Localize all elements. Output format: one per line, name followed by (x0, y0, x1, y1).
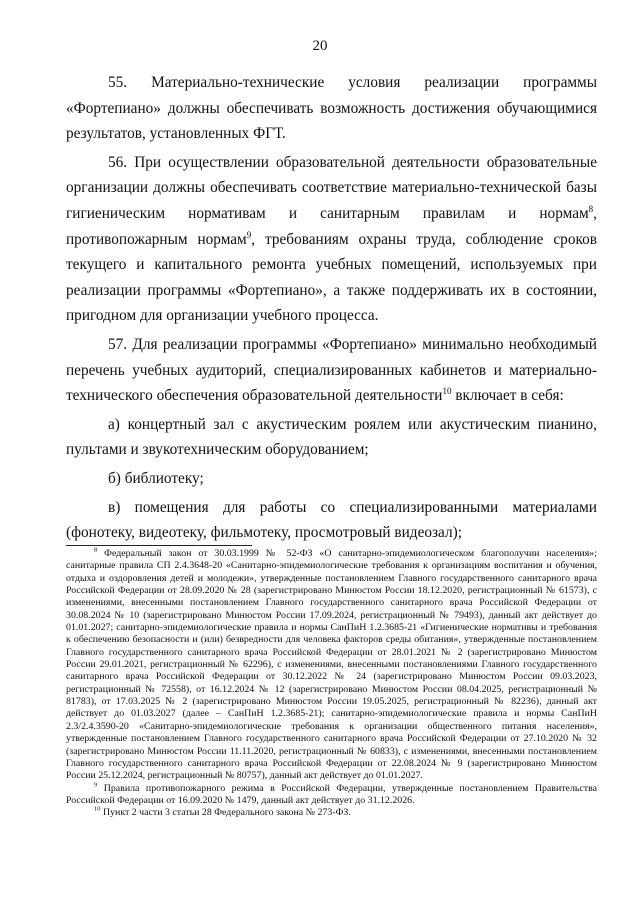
footnote-9 (66, 783, 597, 808)
paragraph-56 (66, 150, 597, 329)
footnote-10-text: Пункт 2 части 3 статьи 28 Федерального закона № 273-ФЗ. (100, 807, 351, 819)
paragraph-55: 55. Материально-технические условия реализации программы «Фортепиано» должны обеспечивать возможность достижения обучающимися результатов, установленных ФГТ. (66, 74, 597, 143)
paragraph-56-part-2: , противопожарным нормам (66, 204, 597, 248)
footnote-8-text: Федеральный закон от 30.03.1999 № 52-ФЗ «О санитарно-эпидемиологическом благополучии населения»; санитарные правила СП 2.4.3648-20 «Санитарно-эпидемиологические требования к организациям воспитания и обучения, отдыха и оздоровления детей и молодежи», утвержденные постановлением Главного государственного санитарного врача Российской Федерации от 28.09.2020 № 28 (зарегистрировано Минюстом России 18.12.2020, регистрационный № 61573), с изменениями, внесенными постановлением Главного государственного санитарного врача Российской Федерации от 30.08.2024 № 10 (зарегистрировано Минюстом России 17.09.2024, регистрационный № 79493), данный акт действует до 01.01.2027; санитарно-эпидемиологические правила и нормы СанПиН 1.2.3685-21 «Гигиенические нормативы и требования к обеспечению безопасности и (или) безвредности для человека факторов среды обитания», утвержденные постановлением Главного государственного санитарного врача Российской Федерации от 28.01.2021 № 2 (зарегистрировано Минюстом России 29.01.2021, регистрационный № 62296), с изменениями, внесенными постановлениями Главного государственного санитарного врача Российской Федерации от 30.12.2022 № 24 (зарегистрировано Минюстом России 09.03.2023, регистрационный № 72558), от 16.12.2024 № 12 (зарегистрировано Минюстом России 08.04.2025, регистрационный № 81783), от 17.03.2025 № 2 (зарегистрировано Минюстом России 19.05.2025, регистрационный № 82236), данный акт действует до 01.03.2027 (далее – СанПиН 1.2.3685-21); санитарно-эпидемиологические правила и нормы СанПиН 2.3/2.4.3590-20 «Санитарно-эпидемиологические требования к организации общественного питания населения», утвержденные постановлением Главного государственного санитарного врача Российской Федерации от 27.10.2020 № 32 (зарегистрировано Минюстом России 11.11.2020, регистрационный № 60833), с изменениями, внесенными постановлением Главного государственного санитарного врача Российской Федерации от 22.08.2024 № 9 (зарегистрировано Минюстом России 25.12.2024, регистрационный № 80757), данный акт действует до 01.01.2027. (66, 548, 597, 782)
paragraph-56-part-1: 56. При осуществлении образовательной деятельности образовательные организации должны обеспечивать соответствие материально-технической базы гигиеническим нормативам и санитарным правилам и нормам (66, 153, 597, 222)
footnote-mark-10: 10 (94, 805, 101, 813)
footnote-9-text: Правила противопожарного режима в Российской Федерации, утвержденные постановлением Правительства Российской Федерации от 16.09.2020 № 1479, данный акт действует до 31.12.2026. (66, 782, 597, 806)
paragraph-56-part-3: , требованиям охраны труда, соблюдение сроков текущего и капитального ремонта учебных помещений, используемых при реализации программы «Фортепиано», а также поддерживать их в состоянии, пригодном для организации учебного процесса. (66, 230, 597, 325)
footnote-ref-9[interactable]: 9 (246, 229, 252, 240)
list-item-a: а) концертный зал с акустическим роялем или акустическим пианино, пультами и звукотехническим оборудованием; (66, 415, 597, 459)
page-number: 20 (312, 38, 328, 54)
paragraph-57-part-2: включает в себя: (451, 387, 564, 405)
footnote-ref-10[interactable]: 10 (442, 386, 452, 397)
footnotes (66, 548, 597, 820)
list-item-v: в) помещения для работы со специализированными материалами (фонотеку, видеотеку, фильмотеку, просмотровый видеозал); (66, 498, 597, 542)
footnote-mark-8: 8 (94, 546, 98, 554)
paragraph-57 (66, 332, 597, 409)
footnote-8 (66, 548, 597, 783)
footnote-mark-9: 9 (94, 781, 98, 789)
footnote-10 (66, 807, 597, 819)
list-item-b: б) библиотеку; (108, 469, 204, 487)
paragraph-57-part-1: 57. Для реализации программы «Фортепиано» минимально необходимый перечень учебных аудиторий, специализированных кабинетов и материально-технического обеспечения образовательной деятельности (66, 335, 597, 405)
footnote-ref-8[interactable]: 8 (588, 203, 594, 214)
main-text (66, 70, 597, 549)
